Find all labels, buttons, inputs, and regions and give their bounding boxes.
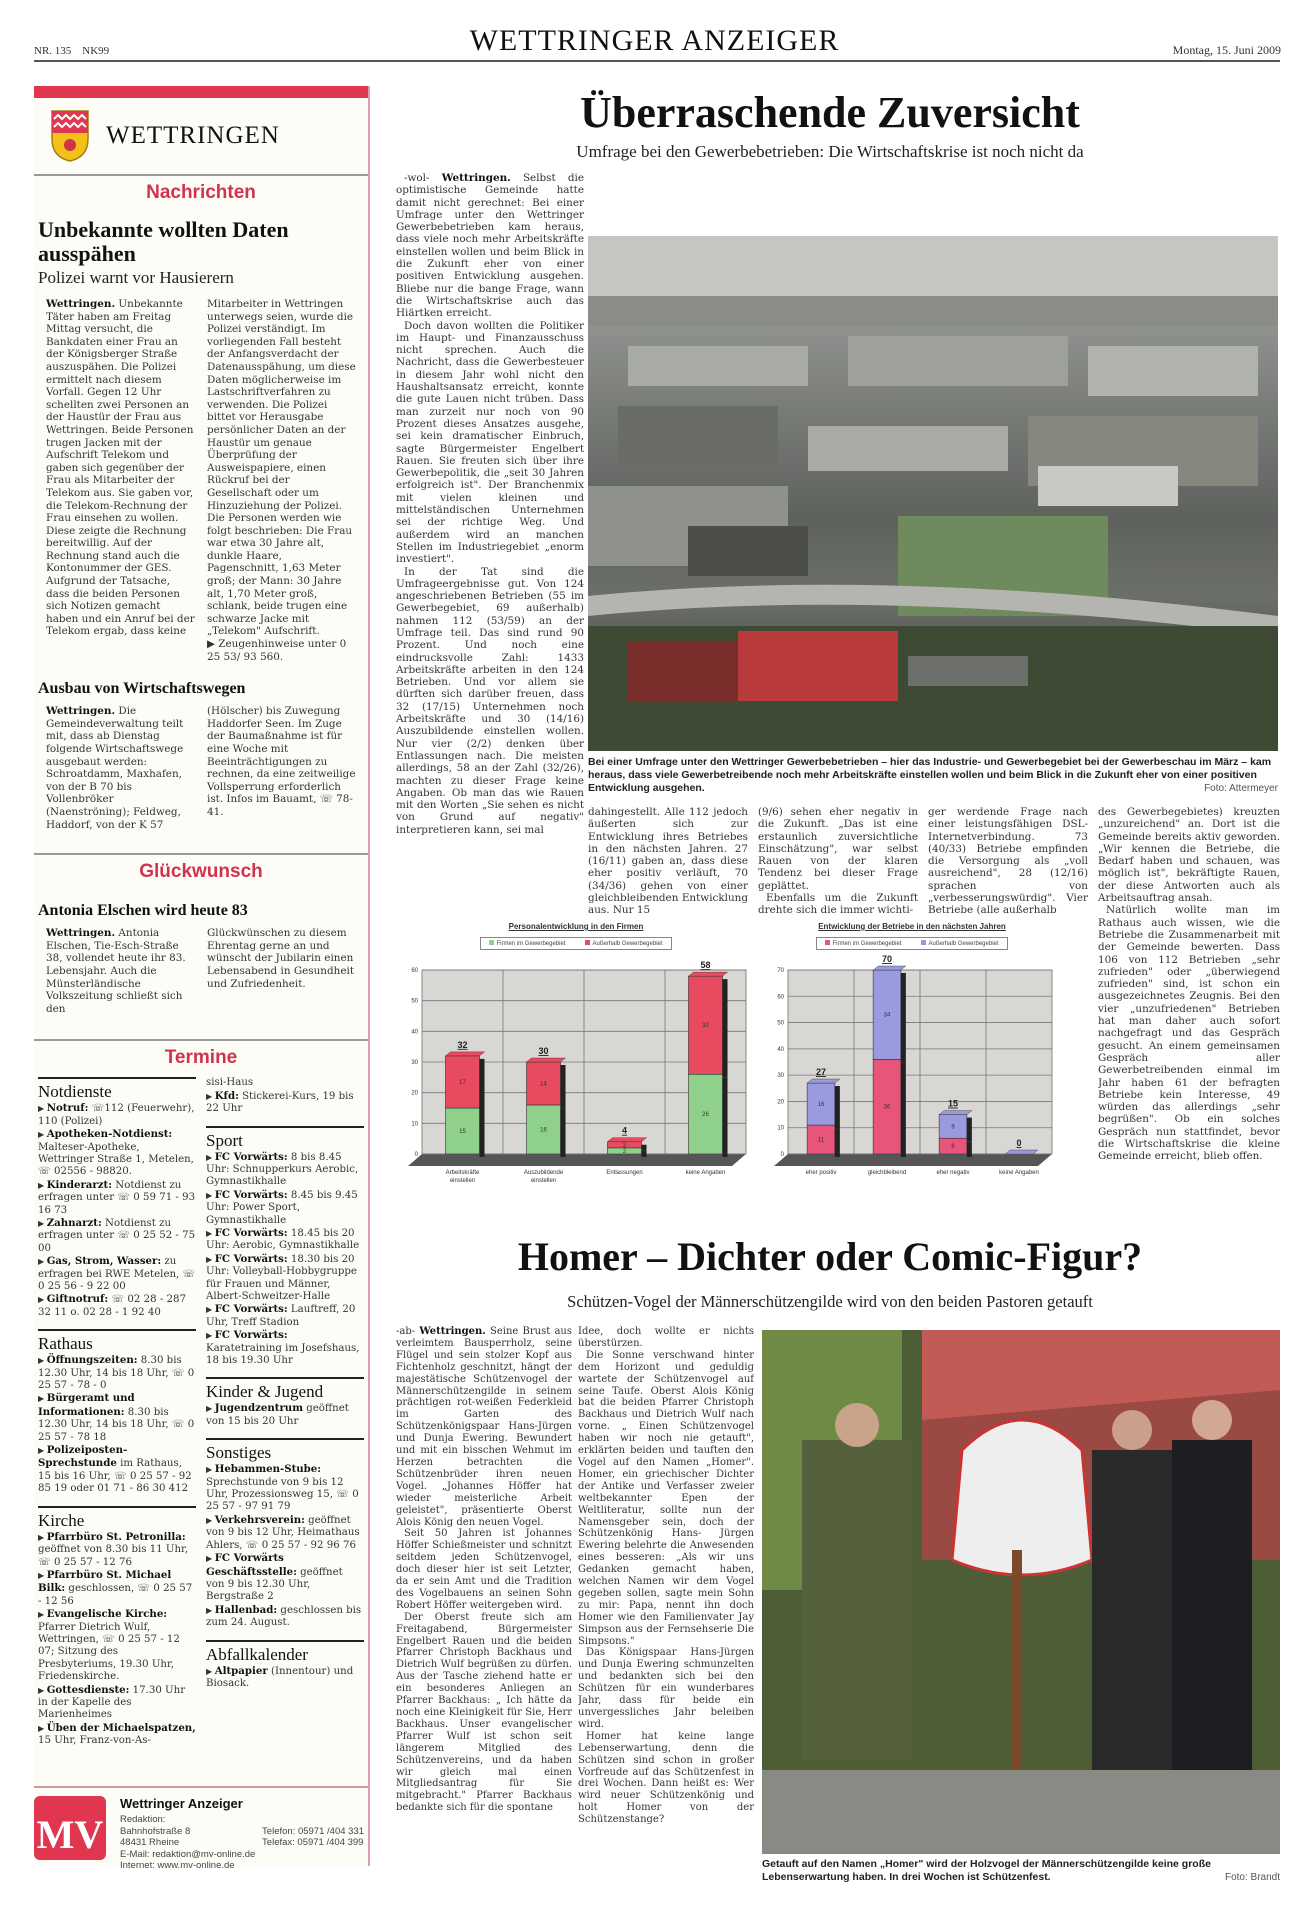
bar-side xyxy=(835,1086,840,1128)
termine-key: FC Vorwärts: xyxy=(214,1303,288,1316)
article-body-col1: Antonia Elschen, Tie-Esch-Straße 38, vollendet heute ihr 83. Lebensjahr. Auch die Münsterländische Volkszeitung schließt sich den xyxy=(46,927,186,1015)
termine-text: 15 Uhr, Franz-von-As- xyxy=(38,1735,151,1747)
termine-key: FC Vorwärts: xyxy=(214,1188,288,1201)
termine-text: geschlossen, ☏ 0 25 57 - 12 56 xyxy=(38,1583,193,1607)
termine-entry xyxy=(206,1604,364,1630)
segment-value-label: 9 xyxy=(951,1124,955,1131)
segment-value-label: 16 xyxy=(540,1127,547,1134)
y-tick-label: 60 xyxy=(777,994,784,1001)
bar-top xyxy=(607,1138,646,1142)
article-subhead: Polizei warnt vor Hausierern xyxy=(38,268,234,287)
legend-entry xyxy=(489,940,565,947)
bar-top xyxy=(526,1058,565,1062)
bullet-arrow-icon: ▶ xyxy=(206,1331,215,1341)
story2-paragraph: Seine Brust aus verleimtem Bausperrholz, seine Flügel und sein stolzer Kopf aus Fichtenholz geschnitzt, hängt der majestätische Schützenvogel der Männerschützengilde in seinem prächtigen rot-weißen Federkleid im Garten des Schützenkönigspaar Hans-Jürgen und Dunja Ewering. Bewundert und mit ein bisschen Wehmut im Herzen betrachten die Schützenbrüder ihren neuen Vogel. „Johannes Höffer hat wieder meisterliche Arbeit geleistet", präsentierte Oberst Alois König den neuen Vogel. xyxy=(396,1326,572,1528)
photo-credit: Foto: Attermeyer xyxy=(1204,783,1278,794)
legend-label: Außerhalb Gewerbegebiet xyxy=(928,941,999,947)
termine-key: Zahnarzt: xyxy=(46,1216,102,1229)
masthead-rule xyxy=(34,60,1280,62)
chart-personalentwicklung xyxy=(396,922,756,1212)
segment-value-label: 32 xyxy=(702,1023,709,1030)
article-dateline: Wettringen. xyxy=(46,298,116,310)
termine-key: FC Vorwärts: xyxy=(214,1329,288,1342)
termine-key: Evangelische Kirche: xyxy=(46,1608,168,1621)
bar-side xyxy=(561,1108,566,1157)
email-link[interactable]: E-Mail: redaktion@mv-online.de xyxy=(120,1848,256,1860)
y-tick-label: 70 xyxy=(777,968,784,974)
termine-text: 8.30 bis 12.30 Uhr, 14 bis 18 Uhr, ☏ 0 25 57 - 78 - 0 xyxy=(38,1355,195,1392)
redaktion-label: Redaktion: xyxy=(120,1814,166,1825)
story1-column-1 xyxy=(396,172,584,910)
address-street: Bahnhofstraße 8 xyxy=(120,1825,191,1837)
bullet-arrow-icon: ▶ xyxy=(206,1254,215,1264)
bullet-arrow-icon: ▶ xyxy=(38,1218,47,1228)
termine-text: Lauftreff, 20 Uhr, Treff Stadion xyxy=(206,1304,356,1328)
bullet-arrow-icon: ▶ xyxy=(206,1228,215,1238)
termine-entry xyxy=(38,1684,196,1722)
article-dateline: Wettringen. xyxy=(46,927,116,940)
y-tick-label: 20 xyxy=(411,1090,418,1097)
termine-text: sisi-Haus xyxy=(206,1077,254,1089)
caption-text: Bei einer Umfrage unter den Wettringer Gewerbebetrieben – hier das Industrie- und Gewerbegebiet bei der Gewerbeschau im März – kam heraus, dass viele Gewerbetreibende noch mehr Arbeitskräfte einstellen wollen und beim Blick in die Zukunft eher von einer positiven Entwicklung ausgehen. xyxy=(588,756,1272,794)
termine-key: FC Vorwärts: xyxy=(214,1150,288,1163)
termine-entry xyxy=(206,1227,364,1253)
x-category-label: keine Angaben xyxy=(685,1170,726,1176)
termine-entry xyxy=(206,1077,364,1089)
town-crest-icon xyxy=(50,109,90,163)
segment-value-label: 6 xyxy=(951,1144,955,1151)
story2-paragraph: Idee, doch wollte er nichts überstürzen. xyxy=(578,1326,754,1349)
article-daten-ausspaehen xyxy=(34,218,368,663)
bullet-arrow-icon: ▶ xyxy=(38,1685,47,1695)
bar-side xyxy=(835,1128,840,1157)
segment-value-label: 2 xyxy=(622,1148,627,1155)
schuetzenvogel-photo xyxy=(762,1330,1280,1854)
issue-label: NR. 135 xyxy=(34,45,72,57)
bullet-arrow-icon: ▶ xyxy=(206,1091,215,1101)
termine-entry xyxy=(38,1217,196,1255)
termine-text: im Rathaus, 15 bis 16 Uhr, ☏ 0 25 57 - 92 85 19 oder 01 71 - 86 30 412 xyxy=(38,1458,192,1495)
termine-entry xyxy=(206,1514,364,1552)
chart-title: Entwicklung der Betriebe in den nächsten Jahren xyxy=(818,922,1006,931)
bullet-arrow-icon: ▶ xyxy=(38,1532,47,1542)
story1-dateline: Wettringen. xyxy=(441,172,511,184)
article-wirtschaftswege xyxy=(34,663,368,831)
y-tick-label: 50 xyxy=(411,998,418,1005)
termine-text: ☏ 02 28 - 287 32 11 o. 02 28 - 1 92 40 xyxy=(38,1294,186,1318)
termine-text: Sprechstunde von 9 bis 12 Uhr, Prozessionsweg 15, ☏ 0 25 57 - 97 91 79 xyxy=(206,1476,359,1513)
y-tick-label: 20 xyxy=(777,1099,784,1106)
bullet-arrow-icon: ▶ xyxy=(38,1610,47,1620)
termine-entry xyxy=(206,1189,364,1227)
termine-key: Pfarrbüro St. Michael Bilk: xyxy=(38,1568,172,1595)
story2-headline: Homer – Dichter oder Comic-Figur? xyxy=(517,1234,1143,1279)
x-category-label: gleichbleibend xyxy=(867,1170,907,1176)
bullet-arrow-icon: ▶ xyxy=(38,1570,47,1580)
termine-heading: Sport xyxy=(206,1126,364,1151)
story2-paragraph: Das Königspaar Hans-Jürgen und Dunja Ewering schmunzelten und bedankten sich bei den Schützen für ein wunderbares Jahr, dass für beide ein unvergessliches Jahr beleiben wird. xyxy=(578,1647,754,1730)
story2-paragraph: Die Sonne verschwand hinter dem Horizont und geduldig wartete der Schützenvogel auf seine Taufe. Oberst Alois König bat die beiden Pfarrer Christoph Backhaus und Dietrich Wulf nach vorne. „ Einen Schützenvogel haben wir noch nie getauft", erklärten beiden und tauften den Vogel auf den Namen „Homer". Homer, ein griechischer Dichter der Antike und Verfasser zweier weltbekannter Epen der Weltliteratur, sollte nun der Namensgeber sein, doch der Schützenkönig Hans- Jürgen Ewering belehrte die Anwesenden eines besseren: „Als wir uns Gedanken gemacht haben, welchen Namen wir dem Vogel gegeben sollen, sagte mein Sohn zu mir: Papa, nennt ihn doch Homer wie den Familienvater Jay Simpson aus der Fernsehserie Die Simpsons." xyxy=(578,1349,754,1647)
sidebar-header xyxy=(34,98,368,174)
article-body-col1: Unbekannte Täter haben am Freitag Mittag versucht, die Bankdaten einer Frau an der Königsberger Straße auszuspähen. Die Polizei ermittelt nach diesem Vorfall. Gegen 12 Uhr schellten zwei Personen an der Haustür der Frau aus Wettringen. Beide Personen trugen Jacken mit der Aufschrift Telekom und gaben sich gegenüber der Frau als Mitarbeiter der Telekom aus. Sie gaben vor, die Telekom-Rechnung der Frau einsehen zu wollen. Diese zeigte die Rechnung bereitwillig. Auf der Rechnung stand auch die Kontonummer der GES. Aufgrund der Tatsache, dass die beiden Personen sich Notizen gemacht haben und ein Anruf bei der Telekom ergab, dass keine xyxy=(46,298,195,638)
x-category-label: keine Angaben xyxy=(999,1170,1039,1176)
bar-total-label: 15 xyxy=(947,1098,959,1109)
termine-entry xyxy=(206,1665,364,1691)
termine-key: Hebammen-Stube: xyxy=(214,1463,322,1476)
bullet-arrow-icon: ▶ xyxy=(206,1554,215,1564)
termine-text: ☏112 (Feuerwehr), 110 (Polizei) xyxy=(38,1103,195,1127)
article-body-col2: Glückwünschen zu diesem Ehrentag gerne an und wünscht der Jubilarin einen Lebensabend in Gesundheit und Zufriedenheit. xyxy=(207,927,354,990)
x-category-label: einstellen xyxy=(530,1178,557,1184)
article-body-col1: Die Gemeindeverwaltung teilt mit, dass ab Dienstag folgende Wirtschaftswege ausgebaut werden: Schroatdamm, Maxhafen, von der B 70 bis Vollenbröker (Naenströning); Feldweg, Haddorf, von der K 57 xyxy=(46,705,184,831)
termine-text: Notdienst zu erfragen unter ☏ 0 59 71 - 93 16 73 xyxy=(38,1179,196,1216)
termine-text: geöffnet von 15 bis 20 Uhr xyxy=(206,1403,349,1427)
chart-plot-area xyxy=(762,950,1062,1190)
segment-value-label: 15 xyxy=(459,1129,466,1135)
legend-entry xyxy=(585,940,662,947)
bar-top xyxy=(1005,1150,1038,1154)
story1-paragraph: Natürlich wollte man im Rathaus auch wissen, wie die Betriebe die Zusammenarbeit mit der Gemeinde bewerten. Dass 106 von 112 Betrieben „sehr zufrieden" oder „überwiegend zufrieden" sind, ist schon ein ausgezeichnetes Zeugnis. Bei den vier „unzufriedenen" Betrieben hat man daher auch sofort nachgefragt und das Gespräch gesucht. An einem gemeinsamen Gespräch aller Gewerbetreibenden einmal im Jahr haben 61 der befragten Betriebe kein Interesse, 49 würden das allerdings „sehr begrüßen". Ob ein solches Gespräch nun stattfindet, bevor die Wirtschaftskrise die kleine Gemeinde erreicht, blieb offen. xyxy=(1098,904,1280,1163)
termine-heading: Notdienste xyxy=(38,1077,196,1102)
termine-text: Malteser-Apotheke, Wettringer Straße 1, Metelen, ☏ 02556 - 98820. xyxy=(38,1141,194,1178)
segment-value-label: 2 xyxy=(622,1142,627,1149)
internet-link[interactable]: Internet: www.mv-online.de xyxy=(120,1860,235,1871)
bullet-arrow-icon: ▶ xyxy=(38,1394,47,1404)
bullet-arrow-icon: ▶ xyxy=(38,1130,47,1140)
bar-total-label: 4 xyxy=(621,1125,628,1136)
termine-key: Üben der Michaelspatzen, xyxy=(46,1721,196,1734)
legend-entry xyxy=(825,940,901,947)
termine-key: FC Vorwärts: xyxy=(214,1252,288,1265)
bullet-arrow-icon: ▶ xyxy=(206,1605,215,1615)
issue-date: Montag, 15. Juni 2009 xyxy=(1172,43,1281,57)
bar-top xyxy=(939,1111,972,1115)
story1-column-4: ger werdende Frage nach einer leistungsfähigen DSL-Internetverbindung. 73 (40/33) Betriebe empfinden die Versorgung als „voll ausreichend", 28 (12/16) sprachen von „verbesserungswürdig". Vier Betriebe (alle außerhalb xyxy=(928,806,1088,917)
y-tick-label: 50 xyxy=(777,1020,784,1027)
termine-heading: Kinder & Jugend xyxy=(206,1377,364,1402)
local-sidebar xyxy=(34,86,370,1871)
bar-top xyxy=(688,972,727,976)
termine-listing xyxy=(34,1073,368,1747)
termine-key: Giftnotruf: xyxy=(46,1293,109,1306)
bullet-arrow-icon: ▶ xyxy=(38,1356,47,1366)
termine-text: Notdienst zu erfragen unter ☏ 0 25 52 - 75 00 xyxy=(38,1217,196,1254)
termine-entry xyxy=(38,1531,196,1569)
segment-value-label: 16 xyxy=(817,1102,825,1109)
legend-swatch xyxy=(825,940,830,945)
article-headline: Unbekannte wollten Daten ausspähen xyxy=(38,217,289,266)
story1-paragraph: des Gewerbegebietes) kreuzten „unzureichend" an. Dort ist die Gemeinde bereits aktiv geworden. „Wir kennen die Betriebe, die Bedarf haben und schauen, was möglich ist", bekräftigte Rauen, der diese Antworten auch als Arbeitsauftrag ansah. xyxy=(1098,806,1280,905)
termine-entry xyxy=(206,1253,364,1304)
article-body-col2: Mitarbeiter in Wettringen unterwegs seien, wurde die Polizei verständigt. Im vorliegenden Fall besteht der Anfangsverdacht der Datenausspähung, um diese Daten möglicherweise im Lastschriftverfahren zu verwenden. Die Polizei bittet vor Herausgabe persönlicher Daten an der Haustür um genaue Überprüfung der Ausweispapiere, einen Rückruf bei der Gesellschaft oder um Hinzuziehung der Polizei. Die Personen werden wie folgt beschrieben: Die Frau war etwa 30 Jahre alt, dunkle Haare, Pagenschnitt, 1,63 Meter groß; der Mann: 30 Jahre alt, 1,70 Meter groß, schlank, beide trugen eine schwarze Jacke mit „Telekom" Aufschrift. xyxy=(207,298,356,638)
story1-byline: -wol- xyxy=(404,172,430,184)
termine-text: 18.45 bis 20 Uhr: Aerobic, Gymnastikhalle xyxy=(206,1227,360,1252)
fax-number: Telefax: 05971 /404 399 xyxy=(262,1837,364,1848)
termine-heading: Rathaus xyxy=(38,1329,196,1354)
legend-entry xyxy=(921,940,998,947)
termine-entry xyxy=(206,1151,364,1189)
termine-text: geschlossen bis zum 24. August. xyxy=(206,1604,362,1629)
address-city: 48431 Rheine xyxy=(120,1837,180,1848)
section-termine: Termine xyxy=(164,1047,238,1069)
bar-side xyxy=(642,1151,647,1157)
termine-text: geöffnet von 8.30 bis 11 Uhr, ☏ 0 25 57 - 12 76 xyxy=(38,1544,189,1568)
termine-entry xyxy=(38,1569,196,1608)
chart-legend xyxy=(480,937,671,950)
termine-key: FC Vorwärts: xyxy=(214,1226,288,1239)
bullet-arrow-icon: ▶ xyxy=(206,1305,215,1315)
legend-label: Firmen im Gewerbegebiet xyxy=(496,941,566,947)
section-glueckwunsch: Glückwunsch xyxy=(139,861,263,883)
chart-entwicklung-betriebe xyxy=(762,922,1062,1212)
story1-headline: Überraschende Zuversicht xyxy=(580,88,1080,137)
article-headline: Ausbau von Wirtschaftswegen xyxy=(38,680,246,698)
bar-side xyxy=(480,1059,485,1111)
story1-photo-caption xyxy=(588,756,1278,795)
bar-top xyxy=(873,966,906,970)
story2-subhead: Schützen-Vogel der Männerschützengilde wird von den beiden Pastoren getauft xyxy=(567,1292,1093,1311)
legend-swatch xyxy=(921,940,926,945)
bar-side xyxy=(723,979,728,1077)
bar-total-label: 32 xyxy=(457,1039,468,1050)
bar-side xyxy=(561,1065,566,1108)
photo-illustration xyxy=(762,1330,1280,1854)
x-category-label: einstellen xyxy=(449,1178,476,1184)
x-category-label: Entlassungen xyxy=(606,1170,643,1176)
story2-column-1 xyxy=(396,1326,572,1916)
x-category-label: Arbeitskräfte xyxy=(445,1170,480,1176)
bar-side xyxy=(901,1062,906,1157)
story1-subhead: Umfrage bei den Gewerbebetrieben: Die Wirtschaftskrise ist noch nicht da xyxy=(576,142,1084,161)
termine-text: (Innentour) und Biosack. xyxy=(206,1665,354,1689)
bullet-arrow-icon: ▶ xyxy=(38,1257,47,1267)
story2-dateline: Wettringen. xyxy=(419,1326,486,1337)
bar-side xyxy=(901,973,906,1062)
story1-column-3 xyxy=(758,806,918,917)
termine-entry xyxy=(38,1444,196,1496)
termine-heading: Abfallkalender xyxy=(206,1640,364,1665)
termine-entry xyxy=(38,1354,196,1392)
article-tip: ▶ Zeugenhinweise unter 0 25 53/ 93 560. xyxy=(207,638,347,663)
termine-key: Apotheken-Notdienst: xyxy=(46,1128,173,1141)
chart-legend xyxy=(816,937,1007,950)
story1-paragraph: (9/6) sehen eher negativ in die Zukunft. „Das ist eine erstaunlich zuversichtliche Einschätzung", war selbst Rauen von der klaren Tendenz bei dieser Frage geplättet. xyxy=(758,806,918,892)
story1-column-5 xyxy=(1098,806,1280,1216)
termine-column-right xyxy=(206,1073,364,1747)
termine-text: 8.45 bis 9.45 Uhr: Power Sport, Gymnastikhalle xyxy=(206,1189,358,1226)
article-body-col2: (Hölscher) bis Zuwegung Haddorfer Seen. Im Zuge der Baumaßnahme ist für eine Woche mit Beeinträchtigungen zu rechnen, da eine zeitweilige Vollsperrung erforderlich ist. Infos im Bauamt, ☏ 78-41. xyxy=(207,705,356,818)
article-headline: Antonia Elschen wird heute 83 xyxy=(38,902,248,920)
termine-key: Jugendzentrum xyxy=(214,1402,303,1415)
termine-key: FC Vorwärts Geschäftsstelle: xyxy=(206,1552,297,1578)
bar-total-label: 58 xyxy=(700,960,711,971)
termine-entry xyxy=(206,1303,364,1329)
bar-total-label: 70 xyxy=(881,954,893,964)
bullet-arrow-icon: ▶ xyxy=(206,1404,215,1414)
segment-value-label: 17 xyxy=(459,1079,466,1086)
bar-side xyxy=(642,1145,647,1151)
termine-entry xyxy=(38,1293,196,1319)
caption-text: Getauft auf den Namen „Homer" wird der Holzvogel der Männerschützengilde keine große Lebenserwartung haben. In drei Wochen ist Schützenfest. xyxy=(762,1858,1211,1883)
termine-entry xyxy=(38,1128,196,1179)
termine-entry xyxy=(38,1392,196,1444)
bullet-arrow-icon: ▶ xyxy=(38,1723,47,1733)
termine-entry xyxy=(38,1102,196,1128)
y-tick-label: 10 xyxy=(411,1121,418,1128)
bar-top xyxy=(445,1052,484,1056)
segment-value-label: 36 xyxy=(883,1104,891,1111)
y-tick-label: 0 xyxy=(780,1152,784,1158)
termine-key: Verkehrsverein: xyxy=(214,1513,305,1526)
termine-key: Kfd: xyxy=(214,1089,239,1102)
bar-top xyxy=(807,1079,840,1083)
y-tick-label: 30 xyxy=(777,1073,784,1080)
plot-floor xyxy=(408,1154,746,1166)
y-tick-label: 0 xyxy=(414,1152,418,1158)
termine-text: zu erfragen bei RWE Metelen, ☏ 0 25 56 - 9 22 00 xyxy=(38,1256,196,1292)
bullet-arrow-icon: ▶ xyxy=(38,1104,47,1114)
y-tick-label: 40 xyxy=(777,1046,784,1053)
story2-byline: -ab- xyxy=(396,1326,416,1337)
bar-total-label: 30 xyxy=(538,1046,549,1056)
article-dateline: Wettringen. xyxy=(46,705,116,718)
termine-key: Hallenbad: xyxy=(214,1603,278,1616)
termine-text: 8 bis 8.45 Uhr: Schnupperkurs Aerobic, Gymnastikhalle xyxy=(206,1151,359,1188)
termine-entry xyxy=(206,1090,364,1116)
termine-key: Bürgeramt und Informationen: xyxy=(38,1392,135,1418)
termine-key: Öffnungszeiten: xyxy=(46,1354,138,1367)
segment-value-label: 26 xyxy=(702,1112,709,1119)
termine-heading: Sonstiges xyxy=(206,1438,364,1463)
bullet-arrow-icon: ▶ xyxy=(38,1180,47,1190)
legend-label: Firmen im Gewerbegebiet xyxy=(832,941,902,947)
bar-side xyxy=(723,1077,728,1157)
termine-entry xyxy=(206,1402,364,1428)
bullet-arrow-icon: ▶ xyxy=(38,1295,47,1305)
y-tick-label: 30 xyxy=(411,1060,418,1066)
bar-side xyxy=(967,1118,972,1142)
publisher-footer xyxy=(34,1796,364,1872)
bar-side xyxy=(480,1111,485,1157)
termine-entry xyxy=(206,1463,364,1514)
sidebar-accent-band xyxy=(34,86,368,98)
segment-value-label: 34 xyxy=(883,1012,891,1019)
legend-swatch xyxy=(489,940,494,945)
termine-text: 18.30 bis 20 Uhr: Volleyball-Hobbygruppe für Frauen und Männer, Albert-Schweitzer-Halle xyxy=(206,1253,357,1302)
bar-total-label: 27 xyxy=(815,1067,827,1078)
section-nachrichten: Nachrichten xyxy=(146,182,256,203)
story2-column-2 xyxy=(578,1326,754,1916)
termine-heading: Kirche xyxy=(38,1506,196,1531)
edition-label: NK99 xyxy=(82,45,110,57)
chart-plot-area xyxy=(396,950,756,1190)
bullet-arrow-icon: ▶ xyxy=(206,1666,215,1676)
industrial-area-photo xyxy=(588,236,1278,751)
termine-key: Kinderarzt: xyxy=(46,1178,113,1191)
y-tick-label: 40 xyxy=(411,1029,418,1036)
termine-key: Altpapier xyxy=(214,1664,268,1677)
bar-total-label: 0 xyxy=(1016,1138,1022,1148)
bullet-arrow-icon: ▶ xyxy=(206,1465,215,1475)
story2-paragraph: Seit 50 Jahren ist Johannes Höffer Schießmeister und schnitzt seitdem jeden Schützenvogel, doch dieser hier ist seit Letzter, da er sein Amt und die Tradition des Vogelbauens an seinen Sohn Robert Höffer weitergeben wird. xyxy=(396,1528,572,1611)
legend-label: Außerhalb Gewerbegebiet xyxy=(592,941,663,947)
termine-entry xyxy=(206,1329,364,1367)
y-tick-label: 60 xyxy=(411,968,418,974)
article-geburtstag xyxy=(34,901,368,1015)
story2-paragraph: Homer hat keine lange Lebenserwartung, denn die Schützen sind schon in großer Vorfreude auf das Schützenfest in drei Wochen. Dann heißt es: Wer wird neuer Schützenkönig und holt Homer von der Schützenstange? xyxy=(578,1730,754,1826)
termine-text: geöffnet von 9 bis 12.30 Uhr, Bergstraße 2 xyxy=(206,1566,343,1603)
termine-text: Karatetraining im Josefshaus, 18 bis 19.30 Uhr xyxy=(206,1342,360,1367)
plot-floor xyxy=(774,1154,1052,1166)
mv-logo: MV xyxy=(34,1796,106,1860)
bullet-arrow-icon: ▶ xyxy=(38,1446,47,1456)
bullet-arrow-icon: ▶ xyxy=(206,1190,215,1200)
story1-paragraph: In der Tat sind die Umfrageergebnisse gut. Von 124 angeschriebenen Betrieben (55 im Gewerbegebiet, 69 außerhalb) nahmen 112 (53/59) an der Umfrage teil. Das sind rund 90 Prozent. Und noch eine eindrucksvolle Zahl: 1433 Arbeitskräfte arbeiten in den 124 Betrieben. Und vor allem sie dürften sich darüber freuen, dass 32 (17/15) Unternehmen noch Arbeitskräfte und 30 (14/16) Auszubildende einstellen wollen. Nur vier (2/2) denken über Entlassungen nach. Die meisten allerdings, 58 an der Zahl (32/26), machten zu dieser Frage keine Angaben. Ob man das wie Rauen mit den Worten „Sie sehen es nicht von Grund auf negativ" interpretieren kann, sei mal xyxy=(396,565,584,836)
termine-entry xyxy=(38,1608,196,1683)
bar-side xyxy=(967,1141,972,1157)
legend-swatch xyxy=(585,940,590,945)
termine-entry xyxy=(38,1722,196,1748)
segment-value-label: 11 xyxy=(817,1137,825,1144)
termine-key: Polizeiposten-Sprechstunde xyxy=(38,1444,128,1470)
termine-key: Gottesdienste: xyxy=(46,1683,130,1696)
sidebar-town-name: WETTRINGEN xyxy=(106,122,280,149)
x-category-label: eher negativ xyxy=(936,1170,970,1176)
publisher-name: Wettringer Anzeiger xyxy=(120,1796,243,1811)
termine-key: Notruf: xyxy=(46,1102,89,1115)
termine-key: Pfarrbüro St. Petronilla: xyxy=(46,1530,186,1543)
termine-column-left xyxy=(38,1073,196,1747)
termine-entry xyxy=(38,1255,196,1293)
termine-text: Stickerei-Kurs, 19 bis 22 Uhr xyxy=(206,1090,354,1115)
phone-number: Telefon: 05971 /404 331 xyxy=(262,1825,364,1837)
story2-paragraph: Der Oberst freute sich am Freitagabend, Bürgermeister Engelbert Rauen und die beiden Pfarrer Christoph Backhaus und Dietrich Wulf begrüßen zu dürfen. Aus der Tasche ziehend hatte er ein besonderes Anliegen an Pfarrer Backhaus: „ Ich hätte da noch eine Kleinigkeit für Sie, Herr Backhaus. Unser evangelischer Pfarrer Wulf ist schon seit längerem Mitglied des Schützenvereins, und da haben wir gleich mal einen Mitgliedsantrag für Sie mitgebracht." Pfarrer Backhaus bedankte sich für die spontane xyxy=(396,1611,572,1814)
footer-divider xyxy=(34,1786,368,1788)
termine-text: 8.30 bis 12.30 Uhr, 14 bis 18 Uhr, ☏ 0 25 57 - 78 18 xyxy=(38,1406,195,1443)
segment-value-label: 14 xyxy=(540,1081,547,1088)
bullet-arrow-icon: ▶ xyxy=(206,1515,215,1525)
photo-credit: Foto: Brandt xyxy=(1224,1872,1280,1883)
termine-entry xyxy=(206,1552,364,1604)
story2-photo-caption xyxy=(762,1858,1280,1884)
termine-text: Pfarrer Dietrich Wulf, Wettringen, ☏ 0 25 57 - 12 07; Sitzung des Presbyteriums, 19.30 Uhr, Friedenskirche. xyxy=(38,1621,180,1683)
y-tick-label: 10 xyxy=(777,1125,784,1132)
story1-paragraph: Selbst die optimistische Gemeinde hatte damit nicht gerechnet: Bei einer Umfrage unter den Wettringer Gewerbebetrieben kam heraus, dass viele noch mehr Arbeitskräfte einstellen wollen und beim Blick in die Zukunft eher von einer positiven Entwicklung ausgehen. Bliebe nur die bange Frage, wann die Wirtschaftskrise auch das Hiärtken erreicht. xyxy=(396,172,584,320)
termine-key: Gas, Strom, Wasser: xyxy=(46,1255,162,1268)
story1-paragraph: Doch davon wollten die Politiker im Haupt- und Finanzausschuss nicht sprechen. Auch die Nachricht, dass die Gewerbesteuer in diesem Jahr wohl nicht den Haushaltsansatz erreicht, konnte die gute Lauen nicht trüben. Dass man zurzeit nur noch von 90 Prozent dieses Ansatzes ausgehe, sei kein dramatischer Einbruch, sagte Bürgermeister Engelbert Rauen. Sie freuten sich über ihre Gewerbepolitik, die „seit 30 Jahren erfolgreich ist". Der Branchenmix mit vielen kleinen und mittelständischen Unternehmen sei der richtige Weg. Und außerdem wird an manchen Stellen im Industriegebiet „enorm investiert". xyxy=(396,319,584,566)
termine-text: geöffnet von 9 bis 12 Uhr, Heimathaus Ahlers, ☏ 0 25 57 - 92 96 76 xyxy=(206,1514,360,1551)
story1-paragraph: Ebenfalls um die Zukunft drehte sich die immer wichti- xyxy=(758,892,918,917)
termine-text: 17.30 Uhr in der Kapelle des Marienheimes xyxy=(38,1684,186,1721)
termine-entry xyxy=(38,1179,196,1217)
bullet-arrow-icon: ▶ xyxy=(206,1152,215,1162)
story1-column-2: dahingestellt. Alle 112 jedoch äußerten sich zur Entwicklung ihres Betriebes in den nächsten Jahren. 27 (16/11) gaben an, dass diese eher positiv verläuft, 70 (34/36) gehen von einer gleichbleibenden Entwicklung aus. Nur 15 xyxy=(588,806,748,917)
aerial-photo-illustration xyxy=(588,236,1278,751)
x-category-label: Auszubildende xyxy=(523,1170,564,1176)
chart-title: Personalentwicklung in den Firmen xyxy=(508,922,644,931)
x-category-label: eher positiv xyxy=(805,1170,837,1176)
newspaper-title: WETTRINGER ANZEIGER xyxy=(469,24,840,57)
